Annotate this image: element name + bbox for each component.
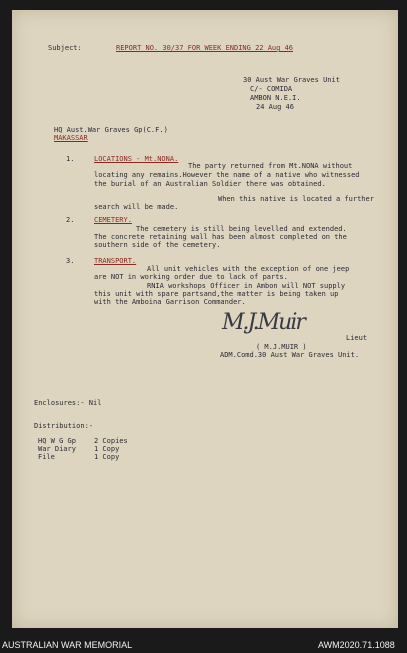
subject-label: Subject: bbox=[48, 44, 82, 52]
distribution-label: Distribution:- bbox=[34, 422, 94, 430]
section-1-number: 1. bbox=[66, 155, 75, 163]
section-3-line-3: RNIA workshops Officer in Ambon will NOT supply bbox=[147, 282, 346, 290]
section-1-line-1: The party returned from Mt.NONA without bbox=[188, 162, 353, 170]
section-1-line-2: locating any remains.However the name of a native who witnessed bbox=[94, 171, 360, 179]
distribution-to-3: File bbox=[38, 453, 55, 461]
signature-rank: Lieut bbox=[346, 334, 368, 342]
section-2-number: 2. bbox=[66, 216, 75, 224]
section-3-number: 3. bbox=[66, 257, 75, 265]
section-3-line-1: All unit vehicles with the exception of one jeep bbox=[147, 265, 350, 273]
footer-accession-number: AWM2020.71.1088 bbox=[318, 640, 395, 650]
document-page bbox=[12, 10, 398, 628]
unit-line-3: AMBON N.E.I. bbox=[250, 94, 301, 102]
section-1-line-3: the burial of an Australian Soldier there was obtained. bbox=[94, 180, 326, 188]
signature-name: ( M.J.MUIR ) bbox=[256, 343, 307, 351]
section-2-line-1: The cemetery is still being levelled and extended. bbox=[136, 225, 347, 233]
section-2-line-2: The concrete retaining wall has been almost completed on the bbox=[94, 233, 347, 241]
section-1-heading: LOCATIONS - Mt.NONA. bbox=[94, 155, 179, 163]
unit-date: 24 Aug 46 bbox=[256, 103, 294, 111]
section-1-line-5: search will be made. bbox=[94, 203, 179, 211]
subject-text: REPORT NO. 30/37 FOR WEEK ENDING 22 Aug 46 bbox=[116, 44, 294, 52]
unit-line-1: 30 Aust War Graves Unit bbox=[243, 76, 340, 84]
signature-scrawl: M.J.Muir bbox=[222, 310, 304, 335]
section-2-line-3: southern side of the cemetery. bbox=[94, 241, 221, 249]
distribution-copies-3: 1 Copy bbox=[94, 453, 120, 461]
distribution-to-1: HQ W G Gp bbox=[38, 437, 76, 445]
addressee-line-2: MAKASSAR bbox=[54, 134, 88, 142]
distribution-copies-2: 1 Copy bbox=[94, 445, 120, 453]
signature-title: ADM.Comd.30 Aust War Graves Unit. bbox=[220, 351, 360, 359]
section-3-line-5: with the Amboina Garrison Commander. bbox=[94, 298, 246, 306]
unit-line-2: C/- COMIDA bbox=[250, 85, 293, 93]
footer-institution: AUSTRALIAN WAR MEMORIAL bbox=[2, 640, 133, 650]
section-3-line-4: this unit with spare partsand,the matter is being taken up bbox=[94, 290, 339, 298]
section-2-heading: CEMETERY. bbox=[94, 216, 132, 224]
distribution-copies-1: 2 Copies bbox=[94, 437, 128, 445]
section-3-heading: TRANSPORT. bbox=[94, 257, 137, 265]
distribution-to-2: War Diary bbox=[38, 445, 76, 453]
enclosures: Enclosures:- Nil bbox=[34, 399, 102, 407]
section-1-line-4: When this native is located a further bbox=[218, 195, 374, 203]
section-3-line-2: are NOT in working order due to lack of parts. bbox=[94, 273, 288, 281]
addressee-line-1: HQ Aust.War Graves Gp(C.F.) bbox=[54, 126, 168, 134]
